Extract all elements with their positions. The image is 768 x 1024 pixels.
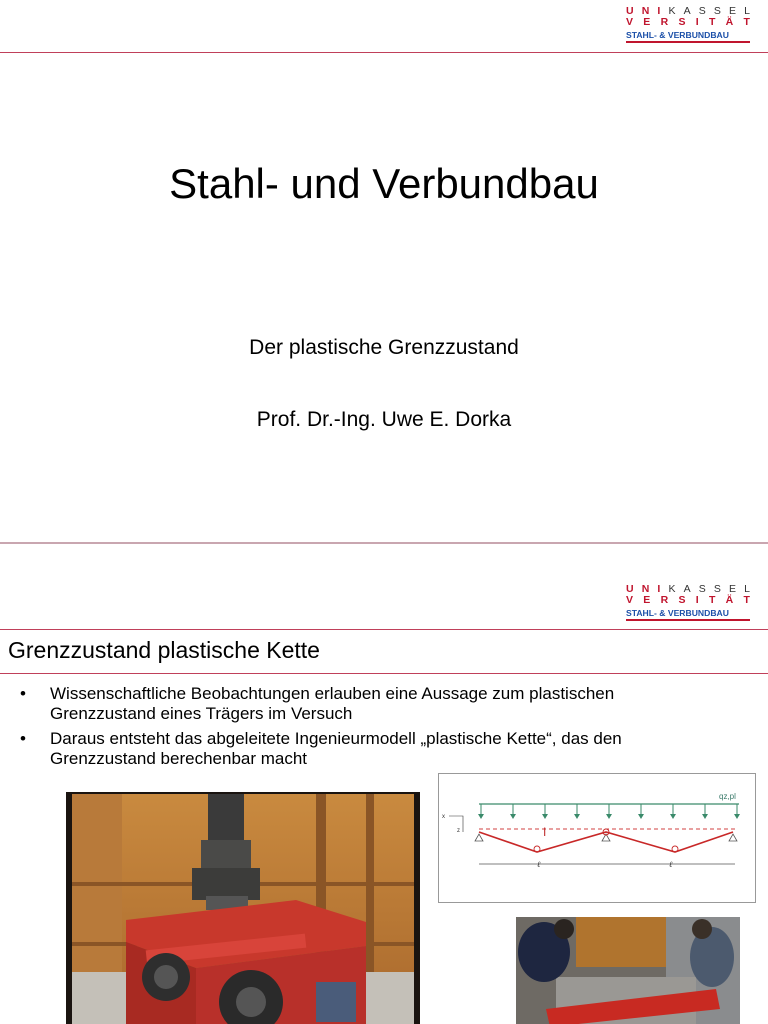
right-support-icon <box>729 834 737 841</box>
bullet-text: Daraus entsteht das abgeleitete Ingenieurmodell „plastische Kette“, das den Grenzzustand berechenbar macht <box>50 729 622 768</box>
list-item <box>20 729 720 769</box>
span-label-right: ℓ <box>669 860 673 869</box>
x-axis-label: x <box>442 814 445 820</box>
list-item <box>20 684 720 724</box>
bullet-marker: • <box>20 684 26 703</box>
bullet-list <box>20 684 720 774</box>
logo-row-versitat: V E R S I T Ä T <box>626 16 750 28</box>
header-rule <box>0 52 768 53</box>
logo-row-unikassel: U N I K A S S E L <box>626 583 750 595</box>
left-support-icon <box>475 834 483 841</box>
bullet-marker: • <box>20 729 26 748</box>
header-rule-top <box>0 629 768 630</box>
slide-subtitle: Der plastische Grenzzustand <box>249 336 519 359</box>
content-slide <box>0 544 768 1024</box>
load-arrowheads <box>478 814 740 819</box>
z-axis-label: z <box>457 828 460 834</box>
slide-title: Stahl- und Verbundbau <box>169 160 599 207</box>
i-section-symbol: I <box>543 825 547 839</box>
logo-row-unikassel: U N I K A S S E L <box>626 5 750 17</box>
header-rule-bottom <box>0 673 768 674</box>
logo-underline <box>626 41 750 43</box>
logo-underline <box>626 619 750 621</box>
university-logo <box>626 584 750 621</box>
university-logo <box>626 6 750 43</box>
plastic-chain-diagram <box>438 773 756 903</box>
slide-author: Prof. Dr.-Ing. Uwe E. Dorka <box>256 408 512 431</box>
load-label: qz,pl <box>719 792 736 801</box>
bullet-text: Wissenschaftliche Beobachtungen erlauben eine Aussage zum plastischen Grenzzustand eines Trägers im Versuch <box>50 684 615 723</box>
logo-department: STAHL- & VERBUNDBAU <box>626 30 729 40</box>
lab-workers-photo <box>516 917 740 1024</box>
beam-test-photo <box>66 792 420 1024</box>
slide-title: Grenzzustand plastische Kette <box>8 637 320 663</box>
axis-arrows <box>449 816 463 832</box>
logo-row-versitat: V E R S I T Ä T <box>626 594 750 606</box>
logo-department: STAHL- & VERBUNDBAU <box>626 608 729 618</box>
span-label-left: ℓ <box>537 860 541 869</box>
